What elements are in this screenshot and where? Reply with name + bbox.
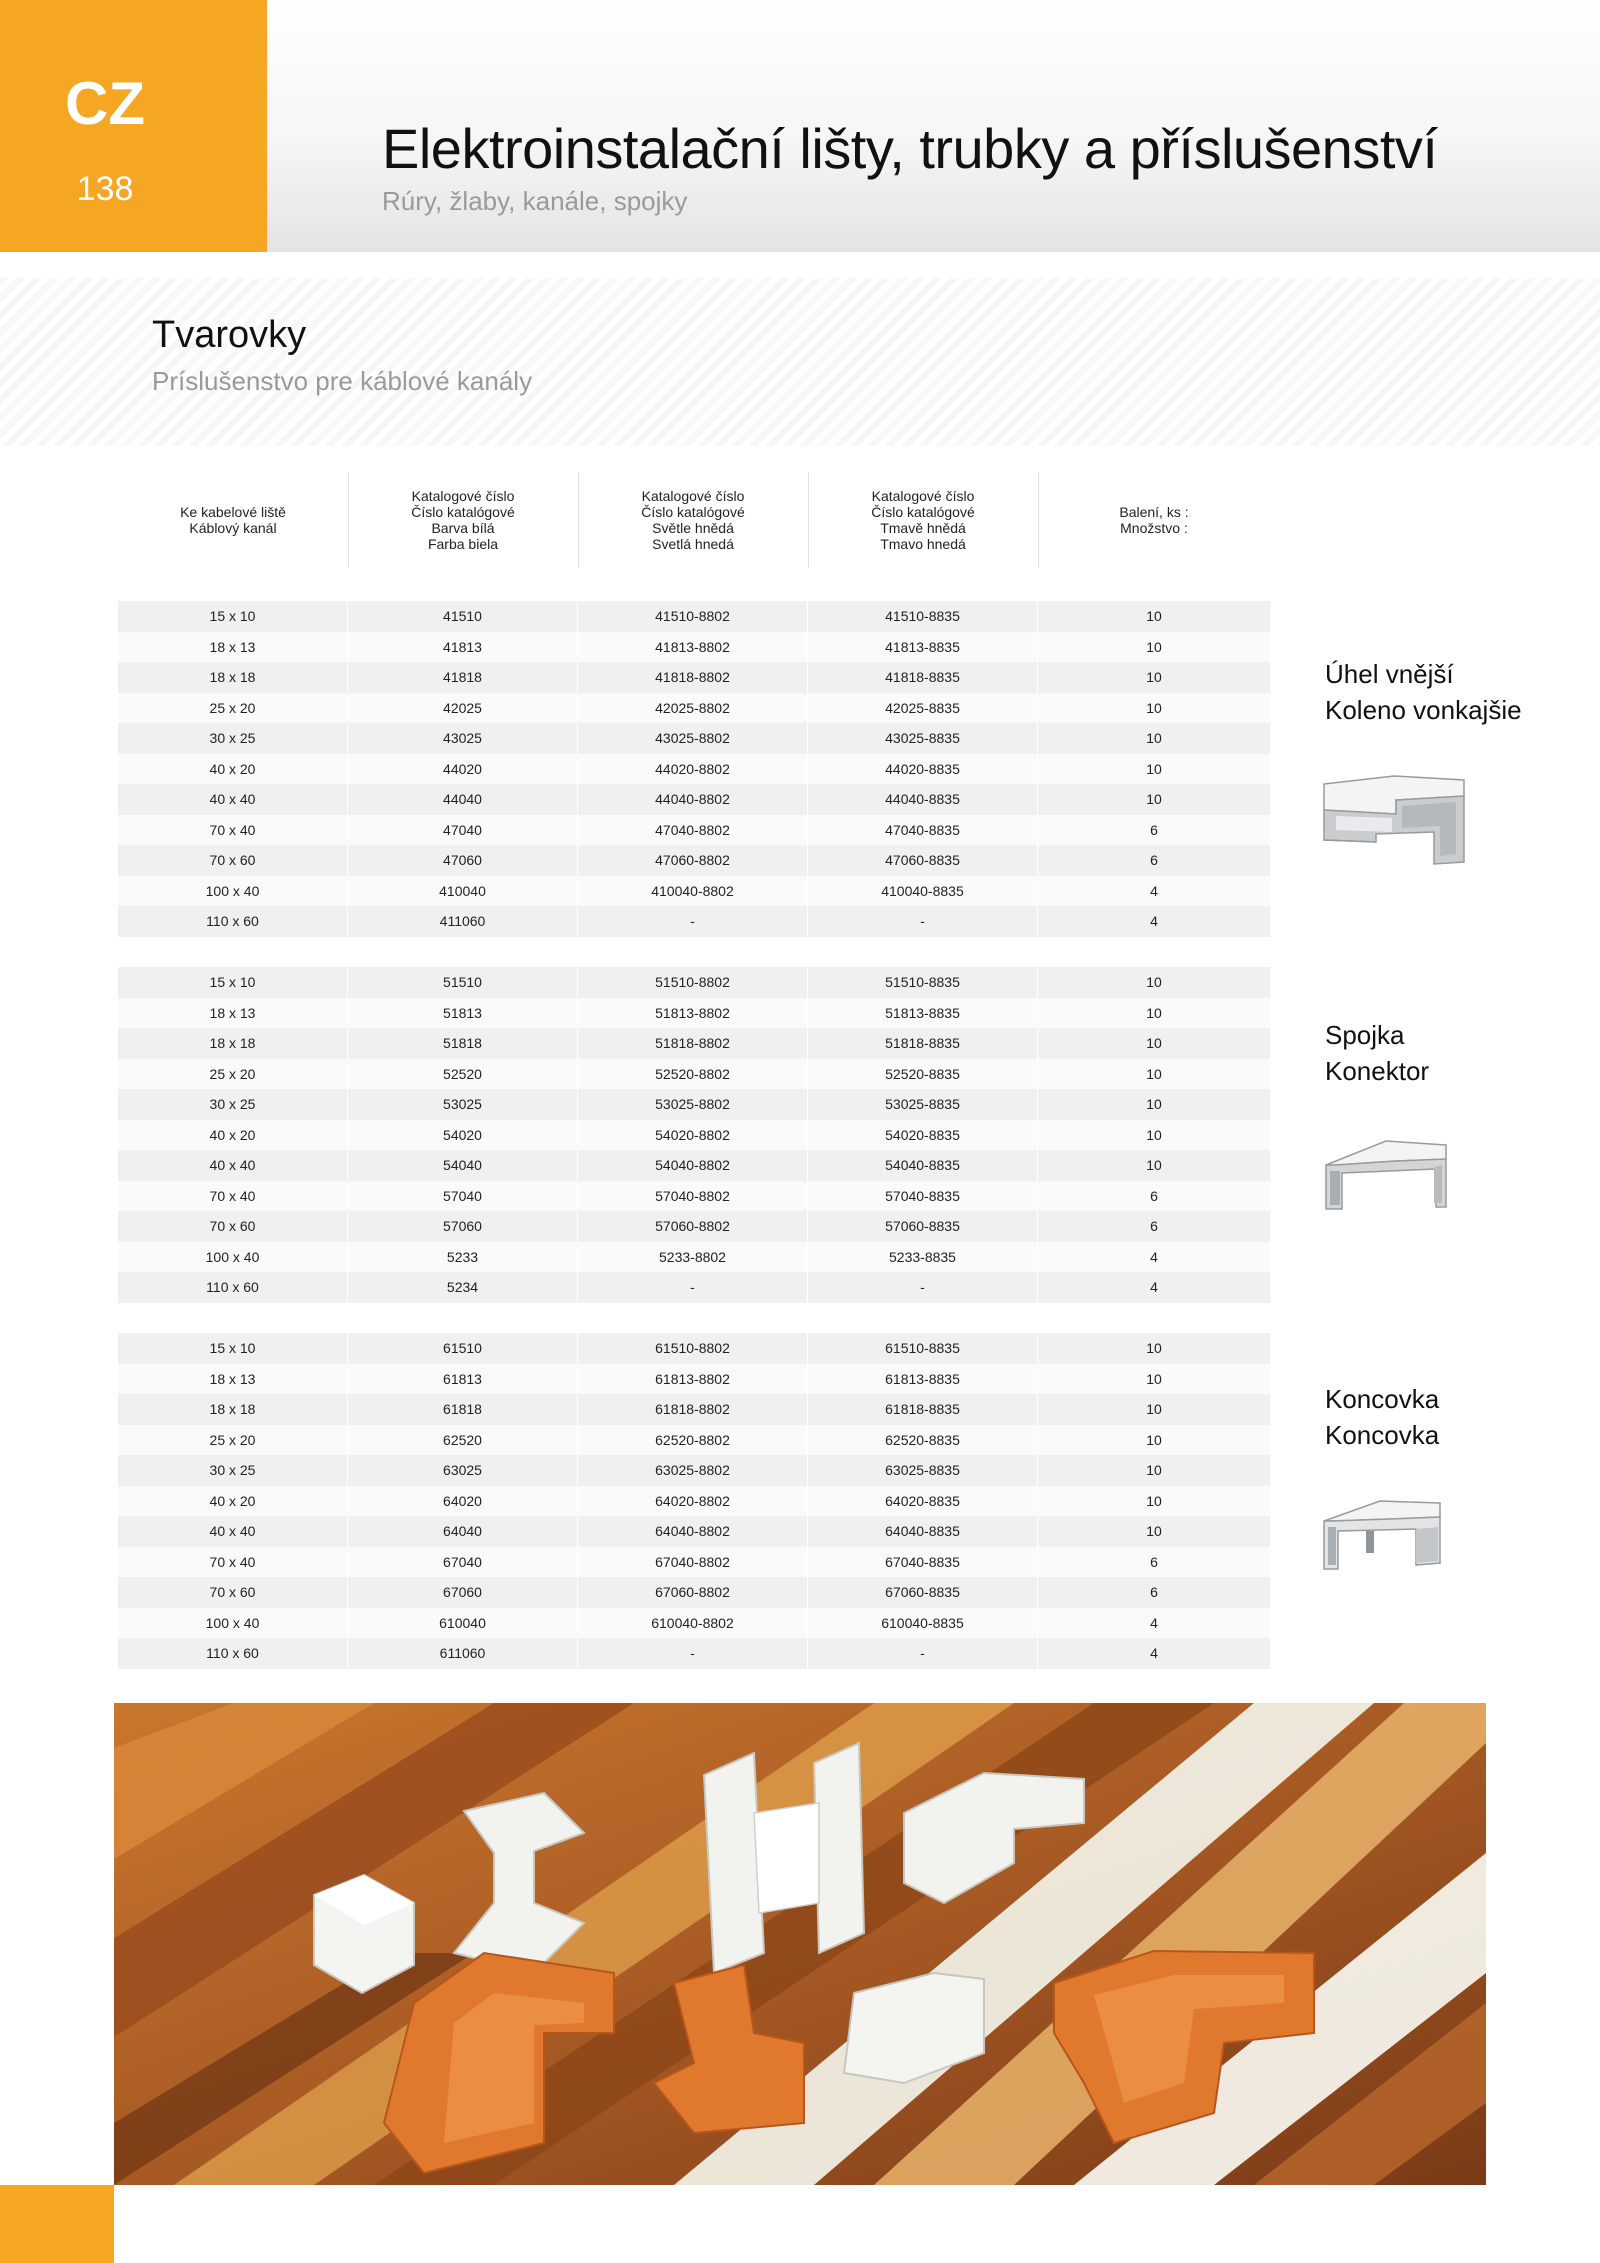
dark-brown-code-cell: 57060-8835 bbox=[808, 1211, 1038, 1242]
white-code-cell: 57060 bbox=[348, 1211, 578, 1242]
light-brown-code-cell: - bbox=[578, 1272, 808, 1303]
dark-brown-code-cell: 67040-8835 bbox=[808, 1547, 1038, 1578]
quantity-cell: 6 bbox=[1150, 1218, 1158, 1235]
light-brown-code-cell: 42025-8802 bbox=[578, 693, 808, 724]
header-cell-dark-brown: Katalogové číslo Číslo katalógové Tmavě hnědá Tmavo hnedá bbox=[871, 488, 975, 552]
white-code-cell: 42025 bbox=[348, 693, 578, 724]
channel-size-cell: 25 x 20 bbox=[118, 1059, 348, 1090]
table-row bbox=[118, 1059, 1270, 1090]
light-brown-code-cell: - bbox=[578, 1638, 808, 1669]
light-brown-code-cell: 64020-8802 bbox=[578, 1486, 808, 1517]
table-row bbox=[118, 1547, 1270, 1578]
quantity-cell: 10 bbox=[1146, 791, 1162, 808]
dark-brown-code-cell: 67060-8835 bbox=[808, 1577, 1038, 1608]
light-brown-code-cell: 610040-8802 bbox=[578, 1608, 808, 1639]
table-row bbox=[118, 662, 1270, 693]
light-brown-code-cell: 41813-8802 bbox=[578, 632, 808, 663]
connector-icon bbox=[1316, 1135, 1456, 1215]
dark-brown-code-cell: - bbox=[808, 1638, 1038, 1669]
white-code-cell: 61813 bbox=[348, 1364, 578, 1395]
channel-size-cell: 30 x 25 bbox=[118, 723, 348, 754]
channel-size-cell: 18 x 18 bbox=[118, 662, 348, 693]
dark-brown-code-cell: 54040-8835 bbox=[808, 1150, 1038, 1181]
group-label-end-cap: Koncovka Koncovka bbox=[1325, 1384, 1440, 1450]
quantity-cell: 6 bbox=[1150, 821, 1158, 838]
quantity-cell: 10 bbox=[1146, 1340, 1162, 1357]
dark-brown-code-cell: 610040-8835 bbox=[808, 1608, 1038, 1639]
quantity-cell: 10 bbox=[1146, 1126, 1162, 1143]
channel-size-cell: 18 x 18 bbox=[118, 1394, 348, 1425]
channel-size-cell: 18 x 13 bbox=[118, 998, 348, 1029]
section-subtitle: Príslušenstvo pre káblové kanály bbox=[152, 366, 533, 396]
quantity-cell: 4 bbox=[1150, 1279, 1158, 1296]
section-title: Tvarovky bbox=[152, 314, 307, 356]
table-row bbox=[118, 601, 1270, 632]
table-row bbox=[118, 693, 1270, 724]
table-row bbox=[118, 1333, 1270, 1364]
quantity-cell: 4 bbox=[1150, 1645, 1158, 1662]
dark-brown-code-cell: - bbox=[808, 1272, 1038, 1303]
table-row bbox=[118, 1394, 1270, 1425]
light-brown-code-cell: 44020-8802 bbox=[578, 754, 808, 785]
dark-brown-code-cell: 44040-8835 bbox=[808, 784, 1038, 815]
light-brown-code-cell: 51813-8802 bbox=[578, 998, 808, 1029]
quantity-cell: 10 bbox=[1146, 1096, 1162, 1113]
light-brown-code-cell: 47040-8802 bbox=[578, 815, 808, 846]
light-brown-code-cell: 410040-8802 bbox=[578, 876, 808, 907]
header-cell-channel: Ke kabelové liště Káblový kanál bbox=[180, 504, 286, 536]
table-row bbox=[118, 1516, 1270, 1547]
channel-size-cell: 18 x 13 bbox=[118, 632, 348, 663]
channel-size-cell: 40 x 40 bbox=[118, 784, 348, 815]
channel-size-cell: 100 x 40 bbox=[118, 1242, 348, 1273]
light-brown-code-cell: 54020-8802 bbox=[578, 1120, 808, 1151]
channel-size-cell: 70 x 60 bbox=[118, 845, 348, 876]
channel-size-cell: 15 x 10 bbox=[118, 601, 348, 632]
white-code-cell: 410040 bbox=[348, 876, 578, 907]
dark-brown-code-cell: 61510-8835 bbox=[808, 1333, 1038, 1364]
light-brown-code-cell: 43025-8802 bbox=[578, 723, 808, 754]
white-code-cell: 43025 bbox=[348, 723, 578, 754]
channel-size-cell: 40 x 20 bbox=[118, 754, 348, 785]
quantity-cell: 10 bbox=[1146, 608, 1162, 625]
quantity-cell: 10 bbox=[1146, 1004, 1162, 1021]
quantity-cell: 6 bbox=[1150, 1584, 1158, 1601]
dark-brown-code-cell: 61813-8835 bbox=[808, 1364, 1038, 1395]
dark-brown-code-cell: 64020-8835 bbox=[808, 1486, 1038, 1517]
light-brown-code-cell: 44040-8802 bbox=[578, 784, 808, 815]
quantity-cell: 10 bbox=[1146, 699, 1162, 716]
quantity-cell: 10 bbox=[1146, 638, 1162, 655]
table-row bbox=[118, 1242, 1270, 1273]
quantity-cell: 4 bbox=[1150, 882, 1158, 899]
light-brown-code-cell: 41818-8802 bbox=[578, 662, 808, 693]
quantity-cell: 6 bbox=[1150, 852, 1158, 869]
table-row bbox=[118, 754, 1270, 785]
channel-size-cell: 40 x 20 bbox=[118, 1120, 348, 1151]
table-row bbox=[118, 723, 1270, 754]
white-code-cell: 67040 bbox=[348, 1547, 578, 1578]
light-brown-code-cell: 61813-8802 bbox=[578, 1364, 808, 1395]
channel-size-cell: 25 x 20 bbox=[118, 1425, 348, 1456]
light-brown-code-cell: 53025-8802 bbox=[578, 1089, 808, 1120]
white-code-cell: 54020 bbox=[348, 1120, 578, 1151]
channel-size-cell: 110 x 60 bbox=[118, 1638, 348, 1669]
header-cell-light-brown: Katalogové číslo Číslo katalógové Světle hnědá Svetlá hnedá bbox=[641, 488, 745, 552]
dark-brown-code-cell: 51818-8835 bbox=[808, 1028, 1038, 1059]
dark-brown-code-cell: 410040-8835 bbox=[808, 876, 1038, 907]
light-brown-code-cell: 5233-8802 bbox=[578, 1242, 808, 1273]
quantity-cell: 6 bbox=[1150, 1553, 1158, 1570]
group-label-outer-corner: Úhel vnější Koleno vonkajšie bbox=[1325, 659, 1522, 725]
quantity-cell: 10 bbox=[1146, 1035, 1162, 1052]
table-group-end-cap bbox=[118, 1333, 1270, 1669]
outer-corner-icon bbox=[1316, 770, 1472, 870]
white-code-cell: 52520 bbox=[348, 1059, 578, 1090]
dark-brown-code-cell: 51510-8835 bbox=[808, 967, 1038, 998]
light-brown-code-cell: 51510-8802 bbox=[578, 967, 808, 998]
white-code-cell: 411060 bbox=[348, 906, 578, 937]
header-cell-quantity: Balení, ks : Množstvo : bbox=[1119, 504, 1189, 536]
white-code-cell: 64040 bbox=[348, 1516, 578, 1547]
end-cap-icon bbox=[1316, 1495, 1452, 1575]
dark-brown-code-cell: 42025-8835 bbox=[808, 693, 1038, 724]
table-row bbox=[118, 1181, 1270, 1212]
table-row bbox=[118, 1272, 1270, 1303]
table-row bbox=[118, 876, 1270, 907]
channel-size-cell: 30 x 25 bbox=[118, 1455, 348, 1486]
quantity-cell: 10 bbox=[1146, 669, 1162, 686]
quantity-cell: 10 bbox=[1146, 1065, 1162, 1082]
white-code-cell: 610040 bbox=[348, 1608, 578, 1639]
channel-size-cell: 70 x 40 bbox=[118, 815, 348, 846]
product-photo bbox=[114, 1703, 1486, 2185]
dark-brown-code-cell: 64040-8835 bbox=[808, 1516, 1038, 1547]
channel-size-cell: 70 x 60 bbox=[118, 1211, 348, 1242]
white-code-cell: 67060 bbox=[348, 1577, 578, 1608]
white-code-cell: 61818 bbox=[348, 1394, 578, 1425]
channel-size-cell: 70 x 60 bbox=[118, 1577, 348, 1608]
light-brown-code-cell: 54040-8802 bbox=[578, 1150, 808, 1181]
language-code: CZ bbox=[65, 70, 145, 137]
light-brown-code-cell: 62520-8802 bbox=[578, 1425, 808, 1456]
quantity-cell: 10 bbox=[1146, 1462, 1162, 1479]
table-row bbox=[118, 1120, 1270, 1151]
dark-brown-code-cell: 54020-8835 bbox=[808, 1120, 1038, 1151]
dark-brown-code-cell: - bbox=[808, 906, 1038, 937]
table-row bbox=[118, 967, 1270, 998]
channel-size-cell: 70 x 40 bbox=[118, 1547, 348, 1578]
dark-brown-code-cell: 63025-8835 bbox=[808, 1455, 1038, 1486]
white-code-cell: 5233 bbox=[348, 1242, 578, 1273]
dark-brown-code-cell: 44020-8835 bbox=[808, 754, 1038, 785]
light-brown-code-cell: 52520-8802 bbox=[578, 1059, 808, 1090]
channel-size-cell: 40 x 40 bbox=[118, 1516, 348, 1547]
table-row bbox=[118, 632, 1270, 663]
quantity-cell: 6 bbox=[1150, 1187, 1158, 1204]
white-code-cell: 41813 bbox=[348, 632, 578, 663]
white-code-cell: 611060 bbox=[348, 1638, 578, 1669]
channel-size-cell: 40 x 40 bbox=[118, 1150, 348, 1181]
channel-size-cell: 100 x 40 bbox=[118, 876, 348, 907]
quantity-cell: 10 bbox=[1146, 1523, 1162, 1540]
corner-accent-bar bbox=[0, 2185, 114, 2263]
light-brown-code-cell: 61510-8802 bbox=[578, 1333, 808, 1364]
white-code-cell: 44040 bbox=[348, 784, 578, 815]
white-code-cell: 61510 bbox=[348, 1333, 578, 1364]
table-row bbox=[118, 1028, 1270, 1059]
channel-size-cell: 15 x 10 bbox=[118, 967, 348, 998]
quantity-cell: 10 bbox=[1146, 1431, 1162, 1448]
table-header bbox=[118, 472, 1270, 568]
header-cell-white: Katalogové číslo Číslo katalógové Barva bílá Farba biela bbox=[411, 488, 515, 552]
dark-brown-code-cell: 61818-8835 bbox=[808, 1394, 1038, 1425]
channel-size-cell: 100 x 40 bbox=[118, 1608, 348, 1639]
light-brown-code-cell: 67060-8802 bbox=[578, 1577, 808, 1608]
dark-brown-code-cell: 52520-8835 bbox=[808, 1059, 1038, 1090]
table-row bbox=[118, 815, 1270, 846]
quantity-cell: 10 bbox=[1146, 730, 1162, 747]
dark-brown-code-cell: 57040-8835 bbox=[808, 1181, 1038, 1212]
channel-size-cell: 30 x 25 bbox=[118, 1089, 348, 1120]
language-tab bbox=[0, 0, 267, 252]
channel-size-cell: 110 x 60 bbox=[118, 906, 348, 937]
white-code-cell: 41818 bbox=[348, 662, 578, 693]
light-brown-code-cell: 51818-8802 bbox=[578, 1028, 808, 1059]
channel-size-cell: 110 x 60 bbox=[118, 1272, 348, 1303]
table-row bbox=[118, 845, 1270, 876]
light-brown-code-cell: 57060-8802 bbox=[578, 1211, 808, 1242]
table-row bbox=[118, 1455, 1270, 1486]
white-code-cell: 5234 bbox=[348, 1272, 578, 1303]
white-code-cell: 44020 bbox=[348, 754, 578, 785]
white-code-cell: 62520 bbox=[348, 1425, 578, 1456]
dark-brown-code-cell: 51813-8835 bbox=[808, 998, 1038, 1029]
table-group-outer-corner bbox=[118, 601, 1270, 937]
dark-brown-code-cell: 41818-8835 bbox=[808, 662, 1038, 693]
white-code-cell: 64020 bbox=[348, 1486, 578, 1517]
quantity-cell: 10 bbox=[1146, 974, 1162, 991]
white-code-cell: 51813 bbox=[348, 998, 578, 1029]
quantity-cell: 4 bbox=[1150, 1614, 1158, 1631]
light-brown-code-cell: 41510-8802 bbox=[578, 601, 808, 632]
table-row bbox=[118, 1638, 1270, 1669]
quantity-cell: 4 bbox=[1150, 913, 1158, 930]
white-code-cell: 47040 bbox=[348, 815, 578, 846]
page-title: Elektroinstalační lišty, trubky a příslušenství bbox=[382, 117, 1438, 180]
white-code-cell: 41510 bbox=[348, 601, 578, 632]
table-row bbox=[118, 784, 1270, 815]
quantity-cell: 4 bbox=[1150, 1248, 1158, 1265]
page-number: 138 bbox=[76, 170, 134, 208]
quantity-cell: 10 bbox=[1146, 1401, 1162, 1418]
light-brown-code-cell: 63025-8802 bbox=[578, 1455, 808, 1486]
channel-size-cell: 40 x 20 bbox=[118, 1486, 348, 1517]
channel-size-cell: 15 x 10 bbox=[118, 1333, 348, 1364]
channel-size-cell: 70 x 40 bbox=[118, 1181, 348, 1212]
page-subtitle: Rúry, žlaby, kanále, spojky bbox=[382, 186, 688, 216]
quantity-cell: 10 bbox=[1146, 1492, 1162, 1509]
white-code-cell: 51510 bbox=[348, 967, 578, 998]
table-row bbox=[118, 1425, 1270, 1456]
table-row bbox=[118, 1150, 1270, 1181]
table-group-connector bbox=[118, 967, 1270, 1303]
light-brown-code-cell: 57040-8802 bbox=[578, 1181, 808, 1212]
dark-brown-code-cell: 5233-8835 bbox=[808, 1242, 1038, 1273]
white-code-cell: 47060 bbox=[348, 845, 578, 876]
white-code-cell: 53025 bbox=[348, 1089, 578, 1120]
white-code-cell: 57040 bbox=[348, 1181, 578, 1212]
table-row bbox=[118, 998, 1270, 1029]
quantity-cell: 10 bbox=[1146, 1370, 1162, 1387]
dark-brown-code-cell: 41813-8835 bbox=[808, 632, 1038, 663]
light-brown-code-cell: 47060-8802 bbox=[578, 845, 808, 876]
white-code-cell: 54040 bbox=[348, 1150, 578, 1181]
table-row bbox=[118, 1211, 1270, 1242]
light-brown-code-cell: 67040-8802 bbox=[578, 1547, 808, 1578]
dark-brown-code-cell: 47040-8835 bbox=[808, 815, 1038, 846]
table-row bbox=[118, 906, 1270, 937]
dark-brown-code-cell: 62520-8835 bbox=[808, 1425, 1038, 1456]
channel-size-cell: 18 x 13 bbox=[118, 1364, 348, 1395]
table-row bbox=[118, 1577, 1270, 1608]
table-row bbox=[118, 1089, 1270, 1120]
dark-brown-code-cell: 53025-8835 bbox=[808, 1089, 1038, 1120]
dark-brown-code-cell: 41510-8835 bbox=[808, 601, 1038, 632]
dark-brown-code-cell: 43025-8835 bbox=[808, 723, 1038, 754]
light-brown-code-cell: 61818-8802 bbox=[578, 1394, 808, 1425]
dark-brown-code-cell: 47060-8835 bbox=[808, 845, 1038, 876]
light-brown-code-cell: 64040-8802 bbox=[578, 1516, 808, 1547]
section-band bbox=[0, 278, 1600, 446]
group-label-connector: Spojka Konektor bbox=[1325, 1020, 1430, 1086]
white-code-cell: 63025 bbox=[348, 1455, 578, 1486]
table-row bbox=[118, 1364, 1270, 1395]
light-brown-code-cell: - bbox=[578, 906, 808, 937]
channel-size-cell: 18 x 18 bbox=[118, 1028, 348, 1059]
quantity-cell: 10 bbox=[1146, 1157, 1162, 1174]
table-row bbox=[118, 1608, 1270, 1639]
quantity-cell: 10 bbox=[1146, 760, 1162, 777]
table-row bbox=[118, 1486, 1270, 1517]
white-code-cell: 51818 bbox=[348, 1028, 578, 1059]
channel-size-cell: 25 x 20 bbox=[118, 693, 348, 724]
